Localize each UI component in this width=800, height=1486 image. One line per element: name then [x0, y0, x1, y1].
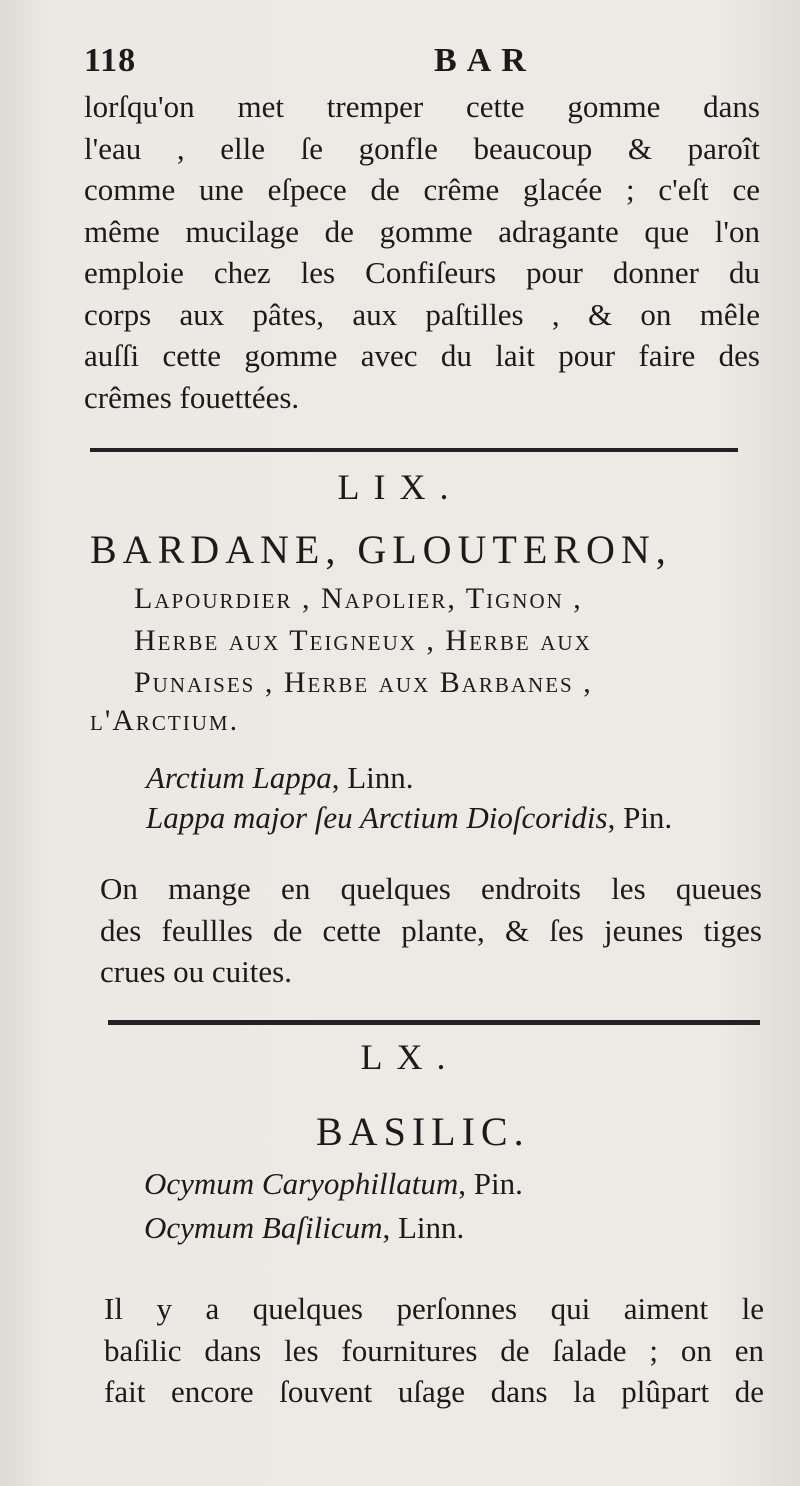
synonym-line: Punaises , Herbe aux Barbanes ,	[134, 666, 593, 699]
latin-authority: , Pin.	[458, 1166, 523, 1201]
text-line: même mucilage de gomme adragante que l'on	[84, 213, 760, 249]
text-line: comme une eſpece de crême glacée ; c'eſt ce	[84, 172, 760, 207]
latin-name	[144, 1166, 523, 1202]
page-number: 118	[84, 42, 137, 79]
section-divider	[90, 448, 738, 452]
latin-binomial: Arctium Lappa	[146, 760, 332, 795]
synonym-line: Herbe aux Teigneux , Herbe aux	[134, 624, 592, 657]
latin-authority: , Linn.	[331, 760, 414, 795]
section-number-lix: LIX.	[337, 467, 463, 507]
entry-title-basilic: BASILIC.	[316, 1109, 530, 1154]
page-header	[84, 42, 764, 92]
intro-paragraph	[84, 86, 760, 418]
synonym-list	[134, 578, 762, 704]
text-line: fait encore ſouvent uſage dans la plûpart de	[104, 1374, 764, 1409]
latin-name	[144, 1210, 464, 1246]
text-line: Il y a quelques perſonnes qui aiment le	[104, 1291, 764, 1326]
text-line: On mange en quelques endroits les queues	[100, 871, 762, 906]
latin-authority: , Pin.	[607, 800, 673, 835]
synonym-line: Lapourdier , Napolier, Tignon ,	[134, 582, 583, 615]
text-line: emploie chez les Confiſeurs pour donner du	[84, 255, 760, 290]
latin-name	[146, 760, 414, 796]
text-line: auſſi cette gomme avec du lait pour faire des	[84, 338, 760, 373]
latin-authority: , Linn.	[382, 1210, 465, 1245]
latin-binomial: Ocymum Caryophillatum	[144, 1166, 459, 1201]
entry-body-bardane	[100, 868, 762, 993]
entry-title-bardane: BARDANE, GLOUTERON,	[90, 527, 672, 572]
synonym-line: l'Arctium.	[90, 704, 240, 737]
section-number-lx: LX.	[360, 1037, 460, 1077]
text-line: l'eau , elle ſe gonfle beaucoup & paroît	[84, 130, 760, 166]
entry-body-basilic	[104, 1288, 764, 1413]
text-line: lorſqu'on met tremper cette gomme dans	[84, 89, 760, 124]
latin-binomial: Lappa major ſeu Arctium Dioſcoridis	[146, 800, 608, 835]
latin-name	[146, 800, 672, 836]
text-line: crues ou cuites.	[100, 954, 292, 989]
text-line: corps aux pâtes, aux paſtilles , & on mêle	[84, 296, 760, 332]
text-line: baſilic dans les fournitures de ſalade ; on en	[104, 1332, 764, 1368]
running-head: BAR	[434, 42, 536, 79]
text-line: crêmes fouettées.	[84, 379, 300, 415]
latin-binomial: Ocymum Baſilicum	[144, 1210, 383, 1245]
section-divider	[108, 1020, 760, 1025]
text-line: des feullles de cette plante, & ſes jeunes tiges	[100, 912, 762, 948]
